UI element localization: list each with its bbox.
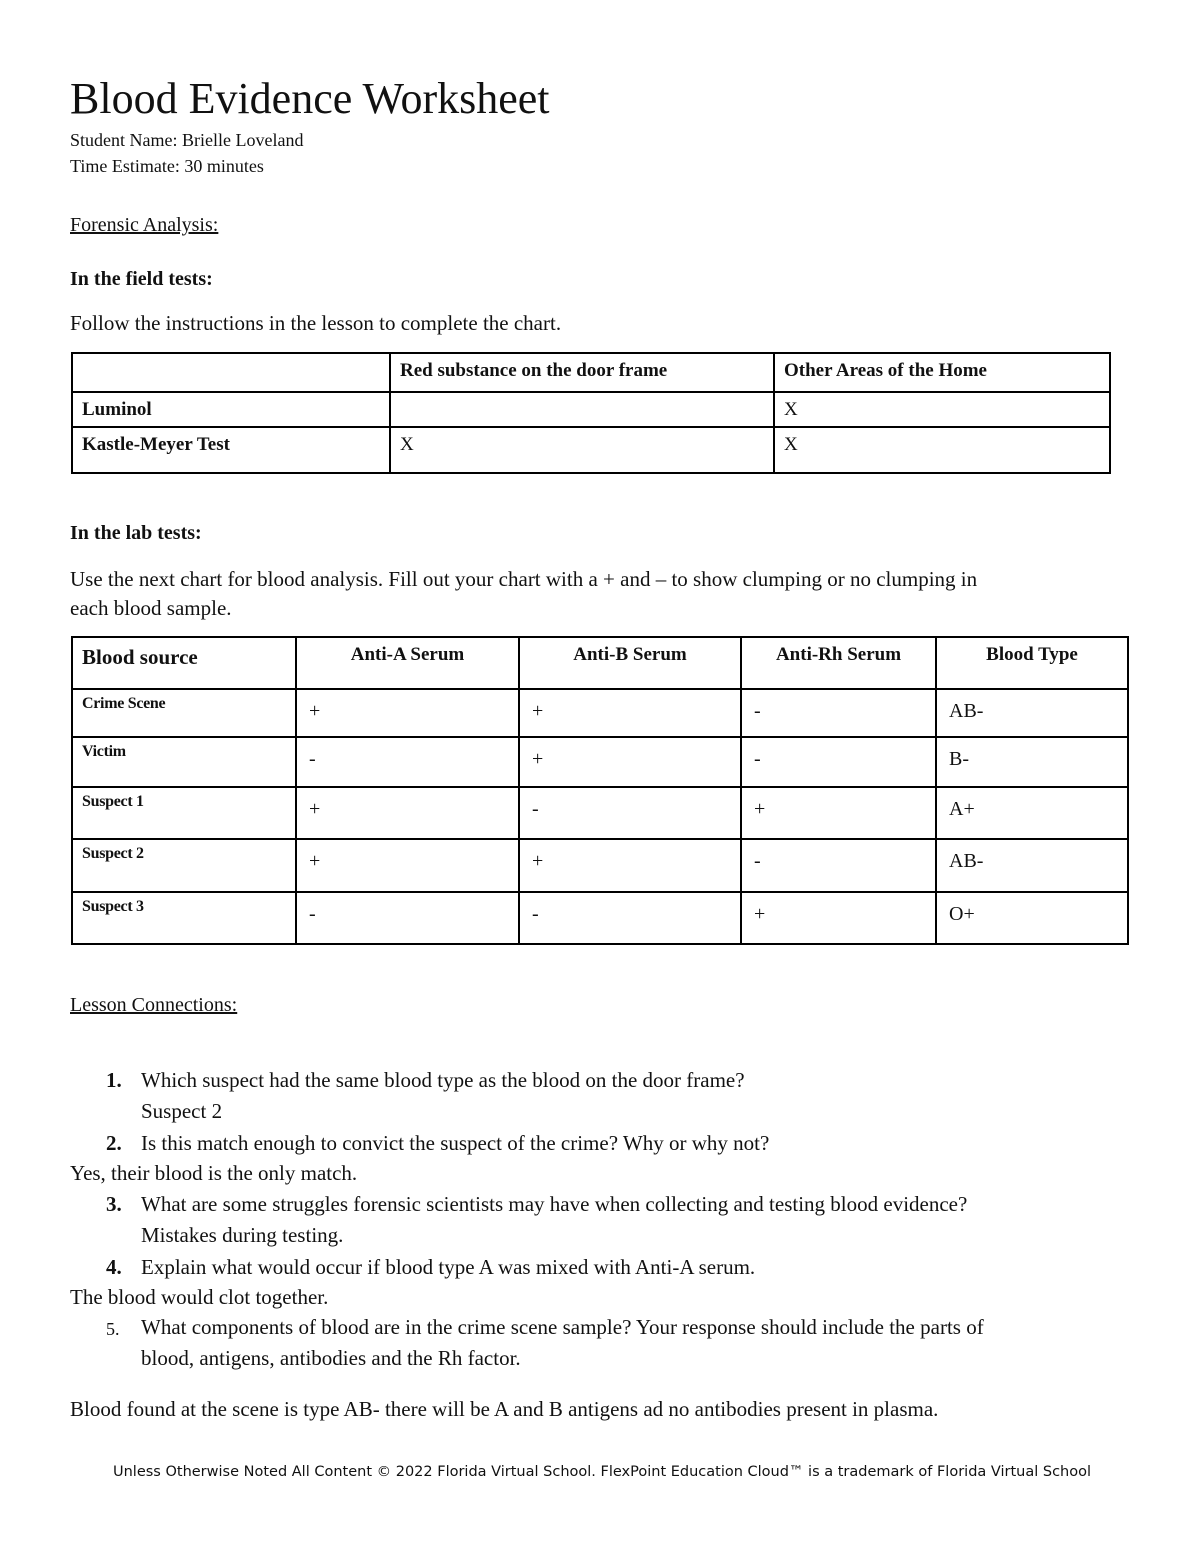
table-cell: + xyxy=(519,839,741,892)
answer-2: Yes, their blood is the only match. xyxy=(70,1161,358,1185)
copyright-footer: Unless Otherwise Noted All Content © 2022 Florida Virtual School. FlexPoint Education Cloud™ is a trademark of Florida Virtual School xyxy=(113,1464,1092,1480)
question-1 xyxy=(0,1065,1200,1096)
time-estimate: Time Estimate: 30 minutes xyxy=(70,156,264,176)
table-cell: + xyxy=(296,839,519,892)
table-cell: AB- xyxy=(936,689,1128,737)
table-header-row xyxy=(72,353,1110,392)
answer-3: Mistakes during testing. xyxy=(141,1223,344,1247)
student-name: Student Name: Brielle Loveland xyxy=(70,130,304,150)
table-header-cell: Blood source xyxy=(72,637,296,689)
question-text: What components of blood are in the crime scene sample? Your response should include the parts of xyxy=(141,1315,984,1339)
table-cell: O+ xyxy=(936,892,1128,944)
table-cell: + xyxy=(519,689,741,737)
table-cell: X xyxy=(390,427,774,473)
table-row xyxy=(72,839,1128,892)
table-row-label: Suspect 2 xyxy=(72,839,296,892)
table-row-label: Suspect 1 xyxy=(72,787,296,839)
question-2 xyxy=(0,1128,1200,1159)
field-tests-heading: In the field tests: xyxy=(70,268,213,290)
lab-instructions-line2: each blood sample. xyxy=(70,596,232,620)
table-row-label: Suspect 3 xyxy=(72,892,296,944)
question-text: Explain what would occur if blood type A was mixed with Anti-A serum. xyxy=(141,1255,756,1279)
page-title: Blood Evidence Worksheet xyxy=(70,74,550,123)
table-row-label: Kastle-Meyer Test xyxy=(72,427,390,473)
table-cell: - xyxy=(519,892,741,944)
question-number: 4. xyxy=(106,1255,122,1279)
table-cell: + xyxy=(296,787,519,839)
table-row xyxy=(72,392,1110,427)
table-row-label: Crime Scene xyxy=(72,689,296,737)
question-5-text-line2: blood, antigens, antibodies and the Rh factor. xyxy=(141,1346,521,1370)
table-cell: + xyxy=(519,737,741,787)
lab-tests-table xyxy=(71,636,1129,945)
question-number: 5. xyxy=(106,1319,120,1339)
table-cell: - xyxy=(519,787,741,839)
question-text: What are some struggles forensic scientists may have when collecting and testing blood evidence? xyxy=(141,1192,968,1216)
table-row xyxy=(72,892,1128,944)
table-cell: X xyxy=(774,427,1110,473)
table-cell xyxy=(390,392,774,427)
field-instructions: Follow the instructions in the lesson to complete the chart. xyxy=(70,311,562,335)
table-row xyxy=(72,787,1128,839)
table-cell: A+ xyxy=(936,787,1128,839)
question-4 xyxy=(0,1252,1200,1283)
question-text: Which suspect had the same blood type as the blood on the door frame? xyxy=(141,1068,745,1092)
table-header-cell: Anti-A Serum xyxy=(296,637,519,689)
lab-tests-heading: In the lab tests: xyxy=(70,522,202,544)
answer-1: Suspect 2 xyxy=(141,1099,223,1123)
table-cell: - xyxy=(296,892,519,944)
table-header-cell: Other Areas of the Home xyxy=(774,353,1110,392)
question-5 xyxy=(0,1312,1200,1343)
table-header-row xyxy=(72,637,1128,689)
table-header-cell: Blood Type xyxy=(936,637,1128,689)
table-header-cell: Red substance on the door frame xyxy=(390,353,774,392)
table-cell: + xyxy=(296,689,519,737)
table-cell: - xyxy=(296,737,519,787)
table-cell: + xyxy=(741,787,936,839)
question-text: Is this match enough to convict the suspect of the crime? Why or why not? xyxy=(141,1131,770,1155)
question-number: 3. xyxy=(106,1192,122,1216)
table-row-label: Luminol xyxy=(72,392,390,427)
table-cell: - xyxy=(741,839,936,892)
question-number: 2. xyxy=(106,1131,122,1155)
table-cell: X xyxy=(774,392,1110,427)
table-row xyxy=(72,427,1110,473)
answer-4: The blood would clot together. xyxy=(70,1285,329,1309)
table-header-cell xyxy=(72,353,390,392)
lab-instructions-line1: Use the next chart for blood analysis. Fill out your chart with a + and – to show clumping or no clumping in xyxy=(70,567,978,591)
answer-5: Blood found at the scene is type AB- there will be A and B antigens ad no antibodies present in plasma. xyxy=(70,1397,939,1421)
table-cell: - xyxy=(741,689,936,737)
table-cell: AB- xyxy=(936,839,1128,892)
table-header-cell: Anti-B Serum xyxy=(519,637,741,689)
table-cell: + xyxy=(741,892,936,944)
forensic-analysis-heading: Forensic Analysis: xyxy=(70,214,219,236)
table-row xyxy=(72,689,1128,737)
table-row-label: Victim xyxy=(72,737,296,787)
field-tests-table xyxy=(71,352,1111,474)
question-number: 1. xyxy=(106,1068,122,1092)
question-3 xyxy=(0,1189,1200,1220)
table-cell: - xyxy=(741,737,936,787)
table-header-cell: Anti-Rh Serum xyxy=(741,637,936,689)
lesson-connections-heading: Lesson Connections: xyxy=(70,994,238,1016)
table-row xyxy=(72,737,1128,787)
table-cell: B- xyxy=(936,737,1128,787)
